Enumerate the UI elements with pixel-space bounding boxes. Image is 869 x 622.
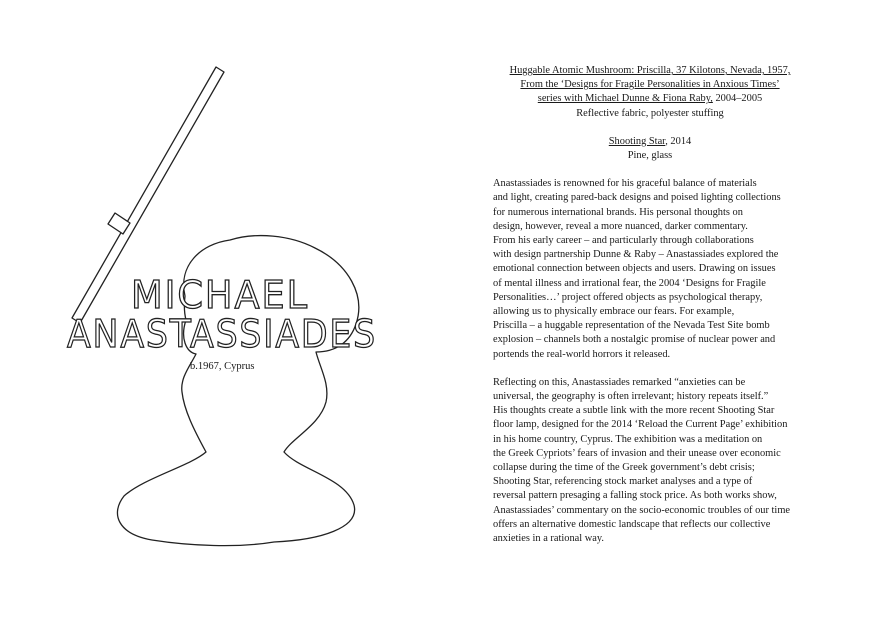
essay-line: Anastassiades’ commentary on the socio-economic troubles of our time	[493, 504, 791, 516]
essay-line: floor lamp, designed for the 2014 ‘Reload the Current Page’ exhibition	[493, 419, 788, 431]
essay-line: and light, creating pared-back designs and poised lighting collections	[493, 192, 781, 204]
work-years: 2004–2005	[712, 93, 763, 105]
essay-line: Anastassiades is renowned for his graceful balance of materials	[493, 178, 757, 190]
essay-body	[493, 177, 830, 546]
work-materials: Reflective fabric, polyester stuffing	[576, 107, 724, 119]
artist-birth-info: b.1967, Cyprus	[190, 361, 255, 372]
essay-line: From his early career – and particularly through collaborations	[493, 235, 754, 247]
work-title-line: Huggable Atomic Mushroom: Priscilla, 37 Kilotons, Nevada, 1957,	[509, 65, 791, 76]
work-caption-priscilla	[470, 64, 830, 121]
work-materials: Pine, glass	[627, 150, 673, 162]
work-title: Shooting Star	[608, 135, 666, 147]
essay-line: for numerous international brands. His personal thoughts on	[493, 206, 743, 218]
essay-line: collapse during the time of the Greek government’s debt crisis;	[493, 462, 755, 474]
work-title-line: series with Michael Dunne & Fiona Raby,	[537, 93, 713, 105]
work-year: , 2014	[665, 135, 692, 147]
essay-line: universal, the geography is often irrelevant; history repeats itself.”	[493, 391, 769, 403]
essay-line: design, however, reveal a more nuanced, darker commentary.	[493, 220, 748, 232]
essay-line: offers an alternative domestic landscape that reflects our collective	[493, 518, 771, 530]
essay-line: Reflecting on this, Anastassiades remarked “anxieties can be	[493, 376, 746, 388]
essay-paragraph	[493, 376, 830, 546]
essay-line: portends the real-world horrors it released.	[493, 348, 671, 360]
essay-paragraph	[493, 177, 830, 362]
essay-line: the Greek Cypriots’ fears of invasion and their unease over economic	[493, 447, 781, 459]
text-column	[470, 64, 830, 560]
essay-line: reversal pattern presaging a falling stock price. As both works show,	[493, 490, 777, 502]
essay-line: explosion – channels both a nostalgic promise of nuclear power and	[493, 334, 776, 346]
work-title-line: From the ‘Designs for Fragile Personalities in Anxious Times’	[520, 79, 780, 91]
essay-line: Shooting Star, referencing stock market analyses and a type of	[493, 476, 753, 488]
essay-line: emotional connection between objects and users. Drawing on issues	[493, 263, 776, 275]
essay-line: of mental illness and irrational fear, the 2004 ‘Designs for Fragile	[493, 277, 766, 289]
essay-line: Personalities…’ project offered objects as psychological therapy,	[493, 291, 763, 303]
essay-line: in his home country, Cyprus. The exhibition was a meditation on	[493, 433, 763, 445]
essay-line: anxieties in a rational way.	[493, 533, 604, 545]
essay-line: Priscilla – a huggable representation of the Nevada Test Site bomb	[493, 320, 770, 332]
essay-line: His thoughts create a subtle link with the more recent Shooting Star	[493, 405, 775, 417]
essay-line: with design partnership Dunne & Raby – Anastassiades explored the	[493, 249, 779, 261]
artist-first-name: MICHAEL	[131, 273, 309, 317]
work-caption-shooting-star	[470, 135, 830, 163]
essay-line: allowing us to physically embrace our fears. For example,	[493, 306, 735, 318]
artist-last-name: ANASTASSIADES	[67, 312, 377, 356]
